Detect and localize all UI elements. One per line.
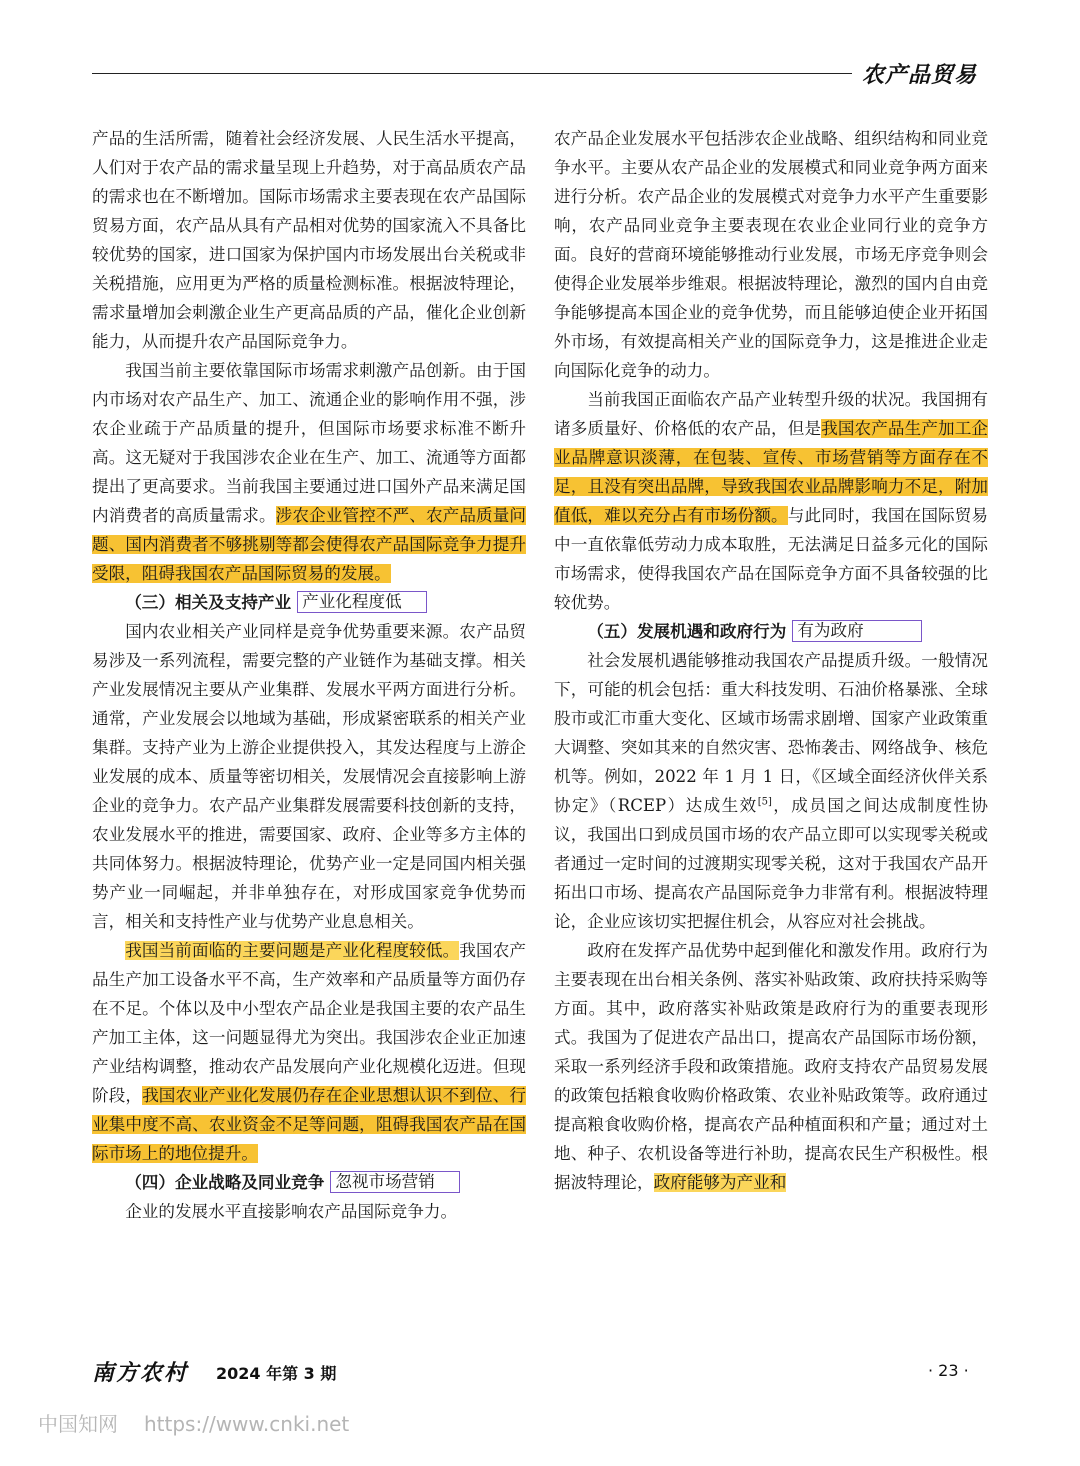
heading-label: （四）企业战略及同业竞争 — [125, 1173, 325, 1192]
highlighted-text: 我国农产品生产加工企业品牌意识淡薄，在包装、宣传、市场营销等方面存在不足，且没有突出品牌，导致我国农业品牌影响力不足，附加值低，难以充分占有市场份额。 — [554, 419, 989, 525]
text-run: ，成员国之间达成制度性协议，我国出口到成员国市场的农产品立即可以实现零关税或者通过一定时间的过渡期实现零关税，这对于我国农产品开拓出口市场、提高农产品国际竞争力非常有利。根据波特理论，企业应该切实把握住机会，从容应对社会挑战。 — [554, 796, 989, 931]
section-title: 农产品贸易 — [862, 63, 978, 88]
text-run: 我国当前主要依靠国际市场需求刺激产品创新。由于国内市场对农产品生产、加工、流通企业的影响作用不强，涉农企业疏于产品质量的提升，但国际市场要求标准不断升高。这无疑对于我国涉农企业在生产、加工、流通等方面都提出了更高要求。当前我国主要通过进口国外产品来满足国内消费者的高质量需求。 — [92, 361, 526, 525]
paragraph — [554, 385, 988, 617]
page-number: · 23 · — [928, 1361, 969, 1380]
annotation-box: 忽视市场营销 — [330, 1171, 460, 1193]
heading-label: （三）相关及支持产业 — [125, 593, 292, 612]
text-run: 政府在发挥产品优势中起到催化和激发作用。政府行为主要表现在出台相关条例、落实补贴政策、政府扶持采购等方面。其中，政府落实补贴政策是政府行为的重要表现形式。我国为了促进农产品出口，提高农产品国际市场份额，采取一系列经济手段和政策措施。政府支持农产品贸易发展的政策包括粮食收购价格政策、农业补贴政策等。政府通过提高粮食收购价格，提高农产品种植面积和产量；通过对土地、种子、农机设备等进行补助，提高农民生产积极性。根据波特理论， — [554, 941, 988, 1192]
text-run: 当前我国正面临农产品产业转型升级的状况。我国拥有诸多质量好、价格低的农产品，但是 — [554, 390, 988, 438]
paragraph: 国内农业相关产业同样是竞争优势重要来源。农产品贸易涉及一系列流程，需要完整的产业链作为基础支撑。相关产业发展情况主要从产业集群、发展水平两方面进行分析。通常，产业发展会以地域为基础，形成紧密联系的相关产业集群。支持产业为上游企业提供投入，其发达程度与上游企业发展的成本、质量等密切相关，发展情况会直接影响上游企业的竞争力。农产品产业集群发展需要科技创新的支持，农业发展水平的推进，需要国家、政府、企业等多方主体的共同体努力。根据波特理论，优势产业一定是同国内相关强势产业一同崛起，并非单独存在，对形成国家竞争优势而言，相关和支持性产业与优势产业息息相关。 — [92, 622, 526, 931]
section-heading-3 — [92, 588, 526, 617]
paragraph: 企业的发展水平直接影响农产品国际竞争力。 — [125, 1202, 458, 1221]
watermark — [38, 1408, 349, 1437]
text-run: 社会发展机遇能够推动我国农产品提质升级。一般情况下，可能的机会包括：重大科技发明、石油价格暴涨、全球股市或汇市重大变化、区域市场需求剧增、国家产业政策重大调整、突如其来的自然灾害、恐怖袭击、网络战争、核危机等。例如，2022 年 1 月 1 日，《区域全面经济伙伴关系协定》（RCEP）达成生效 — [554, 651, 988, 815]
text-run: 我国农产品生产加工设备水平不高，生产效率和产品质量等方面仍存在不足。个体以及中小型农产品企业是我国主要的农产品生产加工主体，这一问题显得尤为突出。我国涉农企业正加速产业结构调整，推动农产品发展向产业化规模化迈进。但现阶段， — [92, 941, 527, 1105]
watermark-url[interactable]: https://www.cnki.net — [144, 1412, 350, 1436]
paragraph — [554, 936, 988, 1197]
highlighted-text: 我国农业产业化发展仍存在企业思想认识不到位、行业集中度不高、农业资金不足等问题，阻碍我国农产品在国际市场上的地位提升。 — [92, 1086, 527, 1163]
paragraph: 产品的生活所需，随着社会经济发展、人民生活水平提高，人们对于农产品的需求量呈现上升趋势，对于高品质农产品的需求也在不断增加。国际市场需求主要表现在农产品国际贸易方面，农产品从具有产品相对优势的国家流入不具备比较优势的国家，进口国家为保护国内市场发展出台关税或非关税措施，应用更为严格的质量检测标准。根据波特理论，需求量增加会刺激企业生产更高品质的产品，催化企业创新能力，从而提升农产品国际竞争力。 — [92, 129, 526, 351]
heading-label: （五）发展机遇和政府行为 — [587, 622, 787, 641]
issue-label: 2024 年第 3 期 — [216, 1364, 337, 1383]
highlighted-text: 我国当前面临的主要问题是产业化程度较低。 — [125, 941, 460, 960]
section-heading-5 — [554, 617, 988, 646]
left-column — [92, 124, 526, 1226]
watermark-site: 中国知网 — [38, 1412, 118, 1436]
paragraph — [92, 936, 526, 1168]
annotation-box: 产业化程度低 — [297, 591, 427, 613]
annotation-box: 有为政府 — [792, 620, 922, 642]
paragraph — [92, 356, 526, 588]
magazine-title: 南方农村 — [92, 1361, 189, 1386]
paragraph — [554, 646, 988, 936]
highlighted-text: 政府能够为产业和 — [653, 1173, 787, 1192]
citation-superscript: [5] — [757, 796, 772, 808]
header-rule — [92, 73, 852, 74]
right-column — [554, 124, 988, 1197]
paragraph: 农产品企业发展水平包括涉农企业战略、组织结构和同业竞争水平。主要从农产品企业的发展模式和同业竞争两方面来进行分析。农产品企业的发展模式对竞争力水平产生重要影响，农产品同业竞争主要表现在农业企业同行业的竞争方面。良好的营商环境能够推动行业发展，市场无序竞争则会使得企业发展举步维艰。根据波特理论，激烈的国内自由竞争能够提高本国企业的竞争优势，而且能够迫使企业开拓国外市场，有效提高相关产业的国际竞争力，这是推进企业走向国际化竞争的动力。 — [554, 129, 988, 380]
text-run: 与此同时，我国在国际贸易中一直依靠低劳动力成本取胜，无法满足日益多元化的国际市场需求，使得我国农产品在国际竞争方面不具备较强的比较优势。 — [554, 506, 989, 612]
section-heading-4 — [92, 1168, 526, 1197]
highlighted-text: 涉农企业管控不严、农产品质量问题、国内消费者不够挑剔等都会使得农产品国际竞争力提升受限，阻碍我国农产品国际贸易的发展。 — [92, 506, 527, 583]
